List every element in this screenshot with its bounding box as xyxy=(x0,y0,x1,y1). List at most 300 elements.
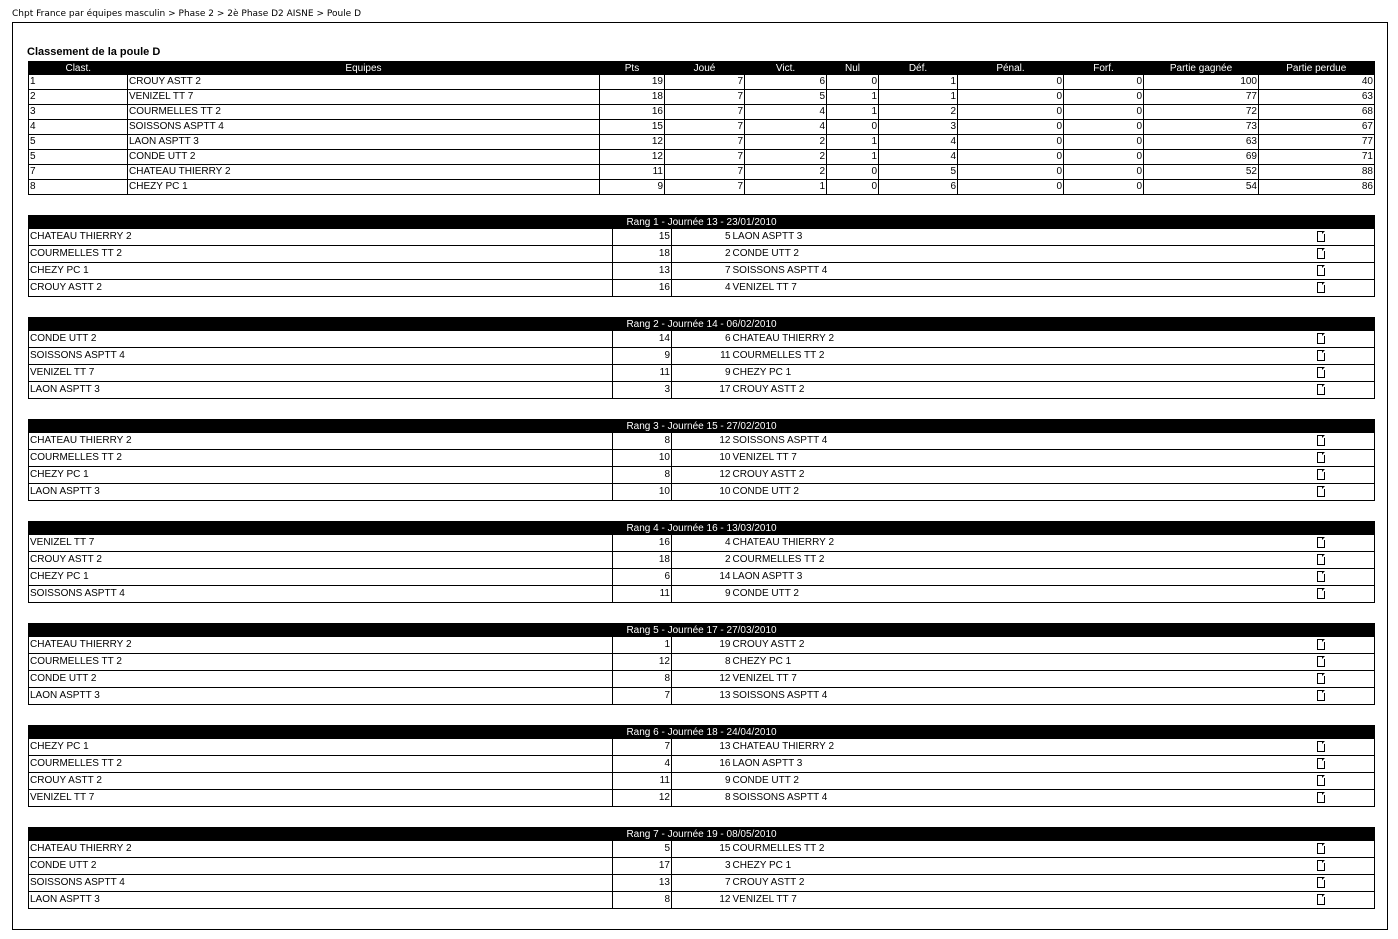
match-row xyxy=(29,569,1375,586)
ranking-cell: 2 xyxy=(29,90,128,105)
away-team[interactable]: CHATEAU THIERRY 2 xyxy=(732,535,1314,552)
ranking-cell: 1 xyxy=(879,90,958,105)
ranking-column-header: Partie perdue xyxy=(1259,62,1375,76)
away-team[interactable]: VENIZEL TT 7 xyxy=(732,282,797,293)
match-sheet-link[interactable] xyxy=(1314,467,1375,484)
ranking-cell: 0 xyxy=(1064,135,1144,150)
match-sheet-link[interactable] xyxy=(1314,229,1375,246)
breadcrumb-phase[interactable]: Phase 2 xyxy=(178,9,214,19)
ranking-cell: 0 xyxy=(958,180,1064,195)
home-team[interactable]: COURMELLES TT 2 xyxy=(29,654,613,671)
ranking-cell: 86 xyxy=(1361,181,1373,192)
team-name[interactable]: COURMELLES TT 2 xyxy=(128,105,600,120)
away-score: 9 xyxy=(672,365,732,382)
document-icon[interactable] xyxy=(1317,690,1325,701)
ranking-cell: 2 xyxy=(745,165,827,180)
ranking-cell: 19 xyxy=(600,75,665,90)
round-header: Rang 6 - Journée 18 - 24/04/2010 xyxy=(29,726,1375,740)
home-score: 3 xyxy=(613,382,672,399)
ranking-cell: 0 xyxy=(827,180,879,195)
ranking-cell: 0 xyxy=(827,75,879,90)
ranking-cell: 0 xyxy=(1064,165,1144,180)
ranking-cell: 72 xyxy=(1144,105,1259,120)
home-team[interactable]: LAON ASPTT 3 xyxy=(29,688,613,705)
document-icon[interactable] xyxy=(1317,384,1325,395)
ranking-cell: 5 xyxy=(879,165,958,180)
ranking-column-header: Joué xyxy=(665,62,745,76)
ranking-cell: 6 xyxy=(879,180,958,195)
document-icon[interactable] xyxy=(1317,486,1325,497)
home-team[interactable]: VENIZEL TT 7 xyxy=(29,790,613,807)
away-score: 6 xyxy=(672,331,732,348)
round-table xyxy=(28,521,1375,603)
away-team[interactable]: LAON ASPTT 3 xyxy=(732,229,1314,246)
home-score: 4 xyxy=(613,756,672,773)
home-score: 6 xyxy=(613,569,672,586)
away-score: 11 xyxy=(672,348,732,365)
home-score: 13 xyxy=(613,875,672,892)
away-team[interactable]: CROUY ASTT 2 xyxy=(732,875,1314,892)
home-team[interactable]: SOISSONS ASPTT 4 xyxy=(29,875,613,892)
ranking-cell: 5 xyxy=(745,90,827,105)
ranking-column-header: Partie gagnée xyxy=(1144,62,1259,76)
document-icon[interactable] xyxy=(1317,792,1325,803)
ranking-cell: 2 xyxy=(745,150,827,165)
ranking-cell: 7 xyxy=(665,180,745,195)
ranking-cell: 7 xyxy=(665,90,745,105)
home-score: 10 xyxy=(613,484,672,501)
ranking-cell: 6 xyxy=(745,75,827,90)
home-team[interactable]: LAON ASPTT 3 xyxy=(29,892,613,909)
away-score: 17 xyxy=(719,384,731,395)
match-row xyxy=(29,654,1375,671)
match-sheet-link[interactable] xyxy=(1314,450,1375,467)
home-team[interactable]: COURMELLES TT 2 xyxy=(29,450,613,467)
match-sheet-link[interactable] xyxy=(1314,739,1375,756)
document-icon[interactable] xyxy=(1317,877,1325,888)
match-sheet-link[interactable] xyxy=(1314,858,1375,875)
ranking-cell: 0 xyxy=(1064,180,1144,195)
match-sheet-link[interactable] xyxy=(1314,348,1375,365)
home-team[interactable]: CONDE UTT 2 xyxy=(29,331,613,348)
document-icon[interactable] xyxy=(1317,469,1325,480)
ranking-table xyxy=(28,61,1375,195)
document-icon[interactable] xyxy=(1317,333,1325,344)
home-score: 18 xyxy=(613,246,672,263)
ranking-row xyxy=(29,165,1375,180)
round-header: Rang 1 - Journée 13 - 23/01/2010 xyxy=(29,216,1375,230)
away-team[interactable]: CHATEAU THIERRY 2 xyxy=(732,739,1314,756)
match-row xyxy=(29,365,1375,382)
match-sheet-link[interactable] xyxy=(1314,280,1375,297)
ranking-cell: 5 xyxy=(29,150,128,165)
away-score: 12 xyxy=(672,467,732,484)
home-team[interactable]: CHATEAU THIERRY 2 xyxy=(29,229,613,246)
match-row xyxy=(29,433,1375,450)
document-icon[interactable] xyxy=(1317,537,1325,548)
away-team[interactable]: CONDE UTT 2 xyxy=(732,773,1314,790)
document-icon[interactable] xyxy=(1317,758,1325,769)
document-icon[interactable] xyxy=(1317,350,1325,361)
match-row xyxy=(29,858,1375,875)
home-team[interactable]: CONDE UTT 2 xyxy=(29,858,613,875)
home-score: 7 xyxy=(613,688,672,705)
ranking-cell: 18 xyxy=(600,90,665,105)
match-sheet-link[interactable] xyxy=(1314,637,1375,654)
ranking-cell: 16 xyxy=(600,105,665,120)
away-team[interactable]: CONDE UTT 2 xyxy=(732,588,799,599)
ranking-cell: 9 xyxy=(600,180,665,195)
away-team[interactable]: VENIZEL TT 7 xyxy=(732,894,797,905)
ranking-cell: 3 xyxy=(879,120,958,135)
ranking-cell: 7 xyxy=(665,135,745,150)
home-score: 8 xyxy=(613,892,672,909)
home-score: 18 xyxy=(613,552,672,569)
match-sheet-link[interactable] xyxy=(1314,586,1375,603)
home-team[interactable]: COURMELLES TT 2 xyxy=(29,756,613,773)
ranking-column-header: Vict. xyxy=(745,62,827,76)
away-team[interactable]: CHEZY PC 1 xyxy=(732,858,1314,875)
home-score: 5 xyxy=(613,841,672,858)
ranking-cell: 7 xyxy=(665,150,745,165)
ranking-cell: 1 xyxy=(827,150,879,165)
ranking-column-header: Clast. xyxy=(29,62,128,76)
home-team[interactable]: SOISSONS ASPTT 4 xyxy=(29,586,613,603)
ranking-cell: 0 xyxy=(827,165,879,180)
home-team[interactable]: CONDE UTT 2 xyxy=(29,671,613,688)
document-icon[interactable] xyxy=(1317,265,1325,276)
round-table xyxy=(28,725,1375,807)
home-team[interactable]: COURMELLES TT 2 xyxy=(29,246,613,263)
home-score: 1 xyxy=(613,637,672,654)
match-sheet-link[interactable] xyxy=(1314,535,1375,552)
document-icon[interactable] xyxy=(1317,248,1325,259)
home-score: 12 xyxy=(613,654,672,671)
away-score: 8 xyxy=(724,792,731,803)
away-score: 16 xyxy=(672,756,732,773)
ranking-cell: 52 xyxy=(1144,165,1259,180)
away-team[interactable]: SOISSONS ASPTT 4 xyxy=(732,690,828,701)
match-sheet-link[interactable] xyxy=(1314,671,1375,688)
ranking-cell: 73 xyxy=(1144,120,1259,135)
home-score: 11 xyxy=(613,586,672,603)
ranking-cell: 67 xyxy=(1259,120,1375,135)
match-row xyxy=(29,637,1375,654)
match-sheet-link[interactable] xyxy=(1314,331,1375,348)
ranking-cell: 2 xyxy=(745,135,827,150)
match-row xyxy=(29,773,1375,790)
ranking-column-header: Equipes xyxy=(128,62,600,76)
match-sheet-link[interactable] xyxy=(1314,756,1375,773)
ranking-cell: 63 xyxy=(1144,135,1259,150)
away-team[interactable]: COURMELLES TT 2 xyxy=(732,552,1314,569)
ranking-cell: 7 xyxy=(665,165,745,180)
ranking-row xyxy=(29,75,1375,90)
away-team[interactable]: VENIZEL TT 7 xyxy=(732,450,1314,467)
ranking-cell: 0 xyxy=(1064,120,1144,135)
away-score: 13 xyxy=(719,690,731,701)
document-icon[interactable] xyxy=(1317,775,1325,786)
document-icon[interactable] xyxy=(1317,656,1325,667)
away-score: 13 xyxy=(672,739,732,756)
match-sheet-link[interactable] xyxy=(1314,569,1375,586)
away-team[interactable]: LAON ASPTT 3 xyxy=(732,569,1314,586)
ranking-column-header: Pénal. xyxy=(958,62,1064,76)
ranking-row xyxy=(29,135,1375,150)
home-team[interactable]: CHATEAU THIERRY 2 xyxy=(29,433,613,450)
match-sheet-link[interactable] xyxy=(1314,365,1375,382)
document-icon[interactable] xyxy=(1317,588,1325,599)
ranking-cell: 1 xyxy=(827,135,879,150)
match-row xyxy=(29,450,1375,467)
ranking-cell: 3 xyxy=(29,105,128,120)
ranking-cell: 0 xyxy=(1064,75,1144,90)
round-header: Rang 5 - Journée 17 - 27/03/2010 xyxy=(29,624,1375,638)
home-team[interactable]: CHEZY PC 1 xyxy=(29,569,613,586)
home-team[interactable]: VENIZEL TT 7 xyxy=(29,535,613,552)
away-team[interactable]: SOISSONS ASPTT 4 xyxy=(732,433,1314,450)
away-score: 2 xyxy=(672,246,732,263)
match-row xyxy=(29,331,1375,348)
match-sheet-link[interactable] xyxy=(1314,382,1375,399)
home-team[interactable]: CROUY ASTT 2 xyxy=(29,773,613,790)
team-name[interactable]: LAON ASPTT 3 xyxy=(128,135,600,150)
match-sheet-link[interactable] xyxy=(1314,790,1375,807)
round-table xyxy=(28,419,1375,501)
ranking-cell: 4 xyxy=(879,135,958,150)
document-icon[interactable] xyxy=(1317,741,1325,752)
away-score: 10 xyxy=(719,486,731,497)
round-header: Rang 3 - Journée 15 - 27/02/2010 xyxy=(29,420,1375,434)
document-icon[interactable] xyxy=(1317,282,1325,293)
away-score: 7 xyxy=(672,263,732,280)
ranking-cell: 4 xyxy=(745,105,827,120)
document-icon[interactable] xyxy=(1317,571,1325,582)
match-row xyxy=(29,280,1375,297)
match-sheet-link[interactable] xyxy=(1314,433,1375,450)
ranking-column-header: Nul xyxy=(827,62,879,76)
home-score: 7 xyxy=(613,739,672,756)
home-score: 13 xyxy=(613,263,672,280)
ranking-cell: 15 xyxy=(600,120,665,135)
away-score: 5 xyxy=(672,229,732,246)
home-team[interactable]: CHEZY PC 1 xyxy=(29,739,613,756)
ranking-cell: 4 xyxy=(879,150,958,165)
ranking-column-header: Pts xyxy=(600,62,665,76)
ranking-cell: 0 xyxy=(1064,105,1144,120)
match-row xyxy=(29,467,1375,484)
away-team[interactable]: COURMELLES TT 2 xyxy=(732,348,1314,365)
ranking-cell: 54 xyxy=(1144,180,1259,195)
match-row xyxy=(29,841,1375,858)
team-name[interactable]: CHEZY PC 1 xyxy=(128,180,600,195)
ranking-cell: 77 xyxy=(1259,135,1375,150)
ranking-cell: 0 xyxy=(958,75,1064,90)
document-icon[interactable] xyxy=(1317,894,1325,905)
home-score: 8 xyxy=(613,467,672,484)
away-score: 7 xyxy=(672,875,732,892)
ranking-cell: 0 xyxy=(958,120,1064,135)
home-score: 12 xyxy=(613,790,672,807)
away-team[interactable]: CHATEAU THIERRY 2 xyxy=(732,331,1314,348)
ranking-row xyxy=(29,180,1375,195)
away-score: 12 xyxy=(672,671,732,688)
match-sheet-link[interactable] xyxy=(1314,875,1375,892)
away-team[interactable]: SOISSONS ASPTT 4 xyxy=(732,792,828,803)
round-table xyxy=(28,827,1375,909)
match-row xyxy=(29,586,1375,603)
home-team[interactable]: CHEZY PC 1 xyxy=(29,263,613,280)
away-score: 2 xyxy=(672,552,732,569)
match-row xyxy=(29,246,1375,263)
match-row xyxy=(29,348,1375,365)
team-name[interactable]: CROUY ASTT 2 xyxy=(128,75,600,90)
away-team[interactable]: VENIZEL TT 7 xyxy=(732,671,1314,688)
round-table xyxy=(28,317,1375,399)
breadcrumb-division[interactable]: 2è Phase D2 AISNE xyxy=(227,9,314,19)
home-team[interactable]: LAON ASPTT 3 xyxy=(29,484,613,501)
round-header: Rang 7 - Journée 19 - 08/05/2010 xyxy=(29,828,1375,842)
match-sheet-link[interactable] xyxy=(1314,892,1375,909)
ranking-cell: 5 xyxy=(29,135,128,150)
ranking-row xyxy=(29,150,1375,165)
ranking-cell: 0 xyxy=(1064,90,1144,105)
home-team[interactable]: SOISSONS ASPTT 4 xyxy=(29,348,613,365)
document-icon[interactable] xyxy=(1317,843,1325,854)
ranking-cell: 12 xyxy=(600,135,665,150)
document-icon[interactable] xyxy=(1317,860,1325,871)
ranking-header-row xyxy=(29,62,1375,76)
ranking-cell: 2 xyxy=(879,105,958,120)
home-team[interactable]: CROUY ASTT 2 xyxy=(29,280,613,297)
home-team[interactable]: CROUY ASTT 2 xyxy=(29,552,613,569)
match-row xyxy=(29,229,1375,246)
away-score: 9 xyxy=(672,773,732,790)
away-team[interactable]: CROUY ASTT 2 xyxy=(732,384,805,395)
team-name[interactable]: CHATEAU THIERRY 2 xyxy=(128,165,600,180)
away-score: 4 xyxy=(672,535,732,552)
ranking-cell: 69 xyxy=(1144,150,1259,165)
document-icon[interactable] xyxy=(1317,554,1325,565)
document-icon[interactable] xyxy=(1317,367,1325,378)
home-team[interactable]: CHEZY PC 1 xyxy=(29,467,613,484)
breadcrumb-championship[interactable]: Chpt France par équipes masculin xyxy=(12,9,166,19)
document-icon[interactable] xyxy=(1317,452,1325,463)
ranking-row xyxy=(29,90,1375,105)
away-team[interactable]: CONDE UTT 2 xyxy=(732,246,1314,263)
match-row xyxy=(29,739,1375,756)
away-team[interactable]: CROUY ASTT 2 xyxy=(732,637,1314,654)
ranking-cell: 8 xyxy=(29,180,128,195)
away-team[interactable]: CONDE UTT 2 xyxy=(732,486,799,497)
match-sheet-link[interactable] xyxy=(1314,841,1375,858)
team-name[interactable]: CONDE UTT 2 xyxy=(128,150,600,165)
home-score: 17 xyxy=(613,858,672,875)
document-icon[interactable] xyxy=(1317,639,1325,650)
breadcrumb-separator: > xyxy=(313,9,327,19)
match-sheet-link[interactable] xyxy=(1314,654,1375,671)
ranking-cell: 4 xyxy=(29,120,128,135)
away-team[interactable]: COURMELLES TT 2 xyxy=(732,841,1314,858)
home-team[interactable]: CHATEAU THIERRY 2 xyxy=(29,841,613,858)
match-row xyxy=(29,875,1375,892)
home-score: 16 xyxy=(613,535,672,552)
home-team[interactable]: LAON ASPTT 3 xyxy=(29,382,613,399)
away-team[interactable]: SOISSONS ASPTT 4 xyxy=(732,263,1314,280)
match-sheet-link[interactable] xyxy=(1314,246,1375,263)
home-team[interactable]: VENIZEL TT 7 xyxy=(29,365,613,382)
ranking-cell: 7 xyxy=(665,75,745,90)
match-row xyxy=(29,263,1375,280)
match-sheet-link[interactable] xyxy=(1314,688,1375,705)
away-team[interactable]: LAON ASPTT 3 xyxy=(732,756,1314,773)
document-icon[interactable] xyxy=(1317,435,1325,446)
away-team[interactable]: CHEZY PC 1 xyxy=(732,654,1314,671)
round-header: Rang 2 - Journée 14 - 06/02/2010 xyxy=(29,318,1375,332)
ranking-cell: 0 xyxy=(958,105,1064,120)
away-team[interactable]: CROUY ASTT 2 xyxy=(732,467,1314,484)
ranking-cell: 1 xyxy=(29,75,128,90)
ranking-cell: 100 xyxy=(1144,75,1259,90)
ranking-cell: 0 xyxy=(958,135,1064,150)
away-score: 3 xyxy=(672,858,732,875)
home-score: 11 xyxy=(613,365,672,382)
document-icon[interactable] xyxy=(1317,673,1325,684)
away-score: 15 xyxy=(672,841,732,858)
ranking-cell: 12 xyxy=(600,150,665,165)
breadcrumb-separator: > xyxy=(165,9,179,19)
match-row xyxy=(29,382,1375,399)
match-row xyxy=(29,892,1375,909)
match-sheet-link[interactable] xyxy=(1314,773,1375,790)
away-score: 9 xyxy=(724,588,731,599)
home-score: 11 xyxy=(613,773,672,790)
ranking-column-header: Forf. xyxy=(1064,62,1144,76)
match-sheet-link[interactable] xyxy=(1314,263,1375,280)
ranking-cell: 0 xyxy=(958,165,1064,180)
home-score: 16 xyxy=(613,280,672,297)
ranking-cell: 0 xyxy=(958,90,1064,105)
ranking-column-header: Déf. xyxy=(879,62,958,76)
match-row xyxy=(29,535,1375,552)
ranking-cell: 7 xyxy=(665,120,745,135)
team-name[interactable]: VENIZEL TT 7 xyxy=(128,90,600,105)
ranking-cell: 4 xyxy=(745,120,827,135)
away-score: 14 xyxy=(672,569,732,586)
home-score: 8 xyxy=(613,433,672,450)
ranking-cell: 1 xyxy=(879,75,958,90)
home-team[interactable]: CHATEAU THIERRY 2 xyxy=(29,637,613,654)
ranking-row xyxy=(29,105,1375,120)
home-score: 8 xyxy=(613,671,672,688)
ranking-cell: 0 xyxy=(827,120,879,135)
breadcrumb xyxy=(12,8,361,20)
match-sheet-link[interactable] xyxy=(1314,484,1375,501)
match-row xyxy=(29,756,1375,773)
ranking-cell: 11 xyxy=(600,165,665,180)
team-name[interactable]: SOISSONS ASPTT 4 xyxy=(128,120,600,135)
ranking-cell: 0 xyxy=(1064,150,1144,165)
match-row xyxy=(29,484,1375,501)
home-score: 14 xyxy=(613,331,672,348)
ranking-cell: 1 xyxy=(827,90,879,105)
away-team[interactable]: CHEZY PC 1 xyxy=(732,365,1314,382)
document-icon[interactable] xyxy=(1317,231,1325,242)
match-sheet-link[interactable] xyxy=(1314,552,1375,569)
ranking-cell: 7 xyxy=(29,165,128,180)
ranking-cell: 40 xyxy=(1259,75,1375,90)
breadcrumb-separator: > xyxy=(214,9,228,19)
